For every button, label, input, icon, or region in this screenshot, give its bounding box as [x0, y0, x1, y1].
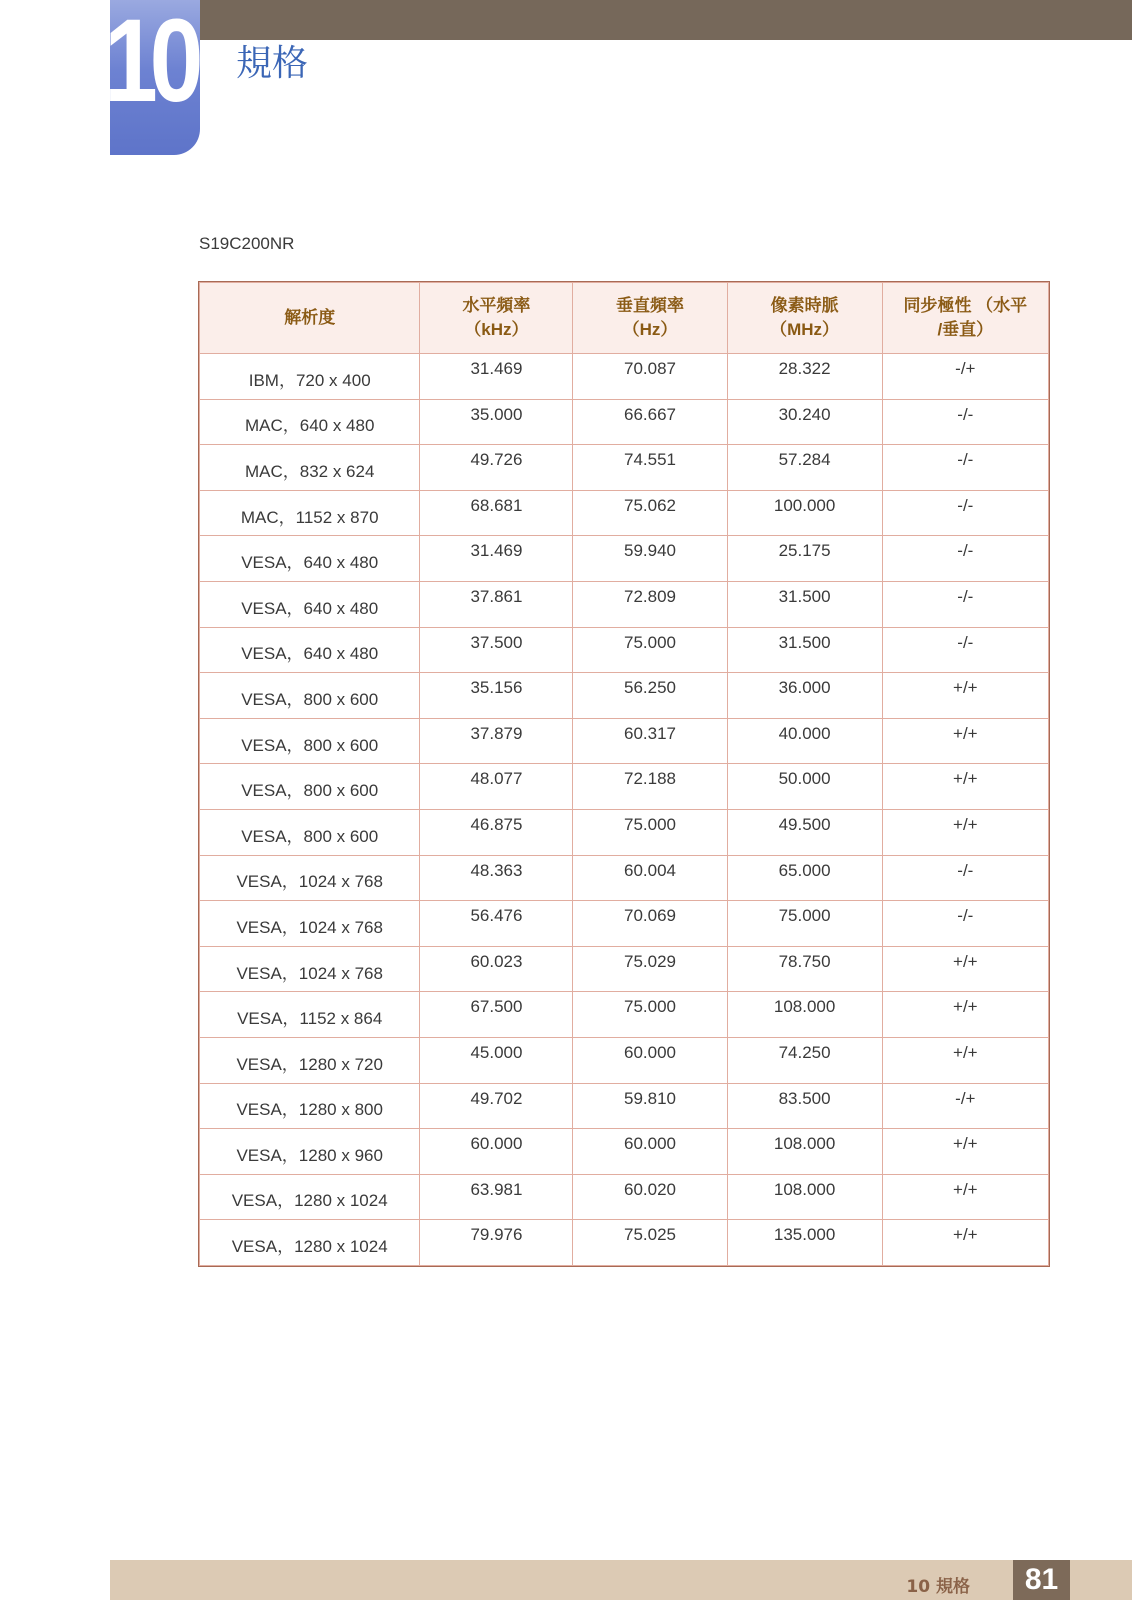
- cell-pixel-clock: 78.750: [727, 946, 882, 992]
- cell-resolution: VESA，800 x 600: [200, 764, 420, 810]
- cell-horizontal-frequency: 60.000: [420, 1129, 573, 1175]
- chapter-title: 規格: [236, 43, 309, 84]
- table-row: [200, 1174, 1049, 1220]
- cell-vertical-frequency: 75.029: [573, 946, 727, 992]
- cell-horizontal-frequency: 37.861: [420, 581, 573, 627]
- cell-vertical-frequency: 75.025: [573, 1220, 727, 1266]
- page-number: 81: [1013, 1560, 1070, 1600]
- table-row: [200, 901, 1049, 947]
- cell-pixel-clock: 31.500: [727, 581, 882, 627]
- cell-pixel-clock: 74.250: [727, 1037, 882, 1083]
- cell-pixel-clock: 31.500: [727, 627, 882, 673]
- cell-horizontal-frequency: 56.476: [420, 901, 573, 947]
- cell-sync-polarity: -/-: [882, 399, 1048, 445]
- cell-horizontal-frequency: 49.726: [420, 445, 573, 491]
- cell-horizontal-frequency: 45.000: [420, 1037, 573, 1083]
- cell-horizontal-frequency: 37.879: [420, 718, 573, 764]
- top-header-bar: [199, 0, 1132, 40]
- cell-pixel-clock: 49.500: [727, 809, 882, 855]
- footer-bar: [110, 1560, 1132, 1600]
- cell-sync-polarity: -/-: [882, 901, 1048, 947]
- cell-horizontal-frequency: 63.981: [420, 1174, 573, 1220]
- cell-resolution: VESA，1024 x 768: [200, 855, 420, 901]
- cell-vertical-frequency: 60.317: [573, 718, 727, 764]
- cell-resolution: VESA，800 x 600: [200, 718, 420, 764]
- cell-vertical-frequency: 75.000: [573, 992, 727, 1038]
- cell-vertical-frequency: 66.667: [573, 399, 727, 445]
- table-row: [200, 399, 1049, 445]
- header-pixel-clock: 像素時脈 （MHz）: [727, 283, 882, 354]
- cell-horizontal-frequency: 60.023: [420, 946, 573, 992]
- cell-sync-polarity: -/+: [882, 1083, 1048, 1129]
- model-name: S19C200NR: [199, 234, 295, 253]
- cell-horizontal-frequency: 46.875: [420, 809, 573, 855]
- cell-horizontal-frequency: 68.681: [420, 490, 573, 536]
- table-row: [200, 1083, 1049, 1129]
- cell-vertical-frequency: 60.000: [573, 1129, 727, 1175]
- table-row: [200, 764, 1049, 810]
- cell-sync-polarity: +/+: [882, 1129, 1048, 1175]
- cell-vertical-frequency: 70.069: [573, 901, 727, 947]
- timing-table: [199, 282, 1049, 1266]
- cell-pixel-clock: 30.240: [727, 399, 882, 445]
- cell-sync-polarity: -/-: [882, 581, 1048, 627]
- cell-sync-polarity: -/-: [882, 627, 1048, 673]
- cell-sync-polarity: +/+: [882, 718, 1048, 764]
- cell-pixel-clock: 100.000: [727, 490, 882, 536]
- cell-horizontal-frequency: 48.363: [420, 855, 573, 901]
- cell-pixel-clock: 83.500: [727, 1083, 882, 1129]
- cell-vertical-frequency: 59.810: [573, 1083, 727, 1129]
- cell-sync-polarity: +/+: [882, 673, 1048, 719]
- table-row: [200, 581, 1049, 627]
- cell-vertical-frequency: 75.062: [573, 490, 727, 536]
- cell-resolution: VESA，1024 x 768: [200, 946, 420, 992]
- cell-vertical-frequency: 60.000: [573, 1037, 727, 1083]
- cell-resolution: IBM，720 x 400: [200, 354, 420, 400]
- cell-pixel-clock: 108.000: [727, 1174, 882, 1220]
- table-row: [200, 946, 1049, 992]
- cell-sync-polarity: +/+: [882, 809, 1048, 855]
- cell-vertical-frequency: 75.000: [573, 627, 727, 673]
- cell-sync-polarity: -/+: [882, 354, 1048, 400]
- header-resolution: 解析度: [200, 283, 420, 354]
- cell-vertical-frequency: 56.250: [573, 673, 727, 719]
- cell-resolution: VESA，1152 x 864: [200, 992, 420, 1038]
- cell-resolution: MAC，832 x 624: [200, 445, 420, 491]
- cell-sync-polarity: -/-: [882, 536, 1048, 582]
- cell-resolution: VESA，800 x 600: [200, 809, 420, 855]
- chapter-number: 10: [104, 0, 196, 127]
- table-row: [200, 673, 1049, 719]
- cell-resolution: VESA，1024 x 768: [200, 901, 420, 947]
- cell-pixel-clock: 108.000: [727, 1129, 882, 1175]
- cell-resolution: VESA，1280 x 960: [200, 1129, 420, 1175]
- cell-resolution: VESA，640 x 480: [200, 627, 420, 673]
- table-row: [200, 1129, 1049, 1175]
- cell-vertical-frequency: 70.087: [573, 354, 727, 400]
- header-sync-polarity: 同步極性 （水平 /垂直）: [882, 283, 1048, 354]
- cell-horizontal-frequency: 49.702: [420, 1083, 573, 1129]
- cell-pixel-clock: 25.175: [727, 536, 882, 582]
- cell-horizontal-frequency: 79.976: [420, 1220, 573, 1266]
- cell-horizontal-frequency: 31.469: [420, 536, 573, 582]
- cell-vertical-frequency: 60.020: [573, 1174, 727, 1220]
- cell-pixel-clock: 75.000: [727, 901, 882, 947]
- table-header-row: [200, 283, 1049, 354]
- cell-sync-polarity: -/-: [882, 445, 1048, 491]
- cell-vertical-frequency: 72.809: [573, 581, 727, 627]
- cell-sync-polarity: -/-: [882, 490, 1048, 536]
- cell-pixel-clock: 65.000: [727, 855, 882, 901]
- cell-horizontal-frequency: 37.500: [420, 627, 573, 673]
- cell-resolution: VESA，640 x 480: [200, 581, 420, 627]
- cell-sync-polarity: +/+: [882, 1174, 1048, 1220]
- cell-pixel-clock: 28.322: [727, 354, 882, 400]
- header-vertical-frequency: 垂直頻率 （Hz）: [573, 283, 727, 354]
- table-row: [200, 718, 1049, 764]
- cell-resolution: VESA，800 x 600: [200, 673, 420, 719]
- cell-pixel-clock: 40.000: [727, 718, 882, 764]
- table-row: [200, 855, 1049, 901]
- table-row: [200, 354, 1049, 400]
- cell-vertical-frequency: 59.940: [573, 536, 727, 582]
- table-row: [200, 536, 1049, 582]
- cell-resolution: MAC，640 x 480: [200, 399, 420, 445]
- cell-sync-polarity: +/+: [882, 946, 1048, 992]
- cell-pixel-clock: 36.000: [727, 673, 882, 719]
- cell-vertical-frequency: 74.551: [573, 445, 727, 491]
- cell-horizontal-frequency: 35.156: [420, 673, 573, 719]
- cell-vertical-frequency: 60.004: [573, 855, 727, 901]
- cell-resolution: VESA，1280 x 800: [200, 1083, 420, 1129]
- table-row: [200, 992, 1049, 1038]
- cell-horizontal-frequency: 35.000: [420, 399, 573, 445]
- cell-sync-polarity: +/+: [882, 992, 1048, 1038]
- cell-resolution: VESA，1280 x 720: [200, 1037, 420, 1083]
- cell-resolution: VESA，640 x 480: [200, 536, 420, 582]
- header-horizontal-frequency: 水平頻率 （kHz）: [420, 283, 573, 354]
- cell-horizontal-frequency: 67.500: [420, 992, 573, 1038]
- cell-horizontal-frequency: 31.469: [420, 354, 573, 400]
- cell-resolution: VESA，1280 x 1024: [200, 1174, 420, 1220]
- table-row: [200, 1037, 1049, 1083]
- cell-sync-polarity: +/+: [882, 1037, 1048, 1083]
- table-row: [200, 1220, 1049, 1266]
- cell-vertical-frequency: 72.188: [573, 764, 727, 810]
- cell-horizontal-frequency: 48.077: [420, 764, 573, 810]
- table-row: [200, 627, 1049, 673]
- cell-pixel-clock: 57.284: [727, 445, 882, 491]
- cell-sync-polarity: +/+: [882, 1220, 1048, 1266]
- footer-section-label: 10 規格: [906, 1577, 970, 1597]
- cell-pixel-clock: 135.000: [727, 1220, 882, 1266]
- cell-vertical-frequency: 75.000: [573, 809, 727, 855]
- cell-pixel-clock: 50.000: [727, 764, 882, 810]
- cell-resolution: MAC，1152 x 870: [200, 490, 420, 536]
- cell-sync-polarity: +/+: [882, 764, 1048, 810]
- cell-pixel-clock: 108.000: [727, 992, 882, 1038]
- table-row: [200, 490, 1049, 536]
- cell-resolution: VESA，1280 x 1024: [200, 1220, 420, 1266]
- cell-sync-polarity: -/-: [882, 855, 1048, 901]
- table-row: [200, 809, 1049, 855]
- table-row: [200, 445, 1049, 491]
